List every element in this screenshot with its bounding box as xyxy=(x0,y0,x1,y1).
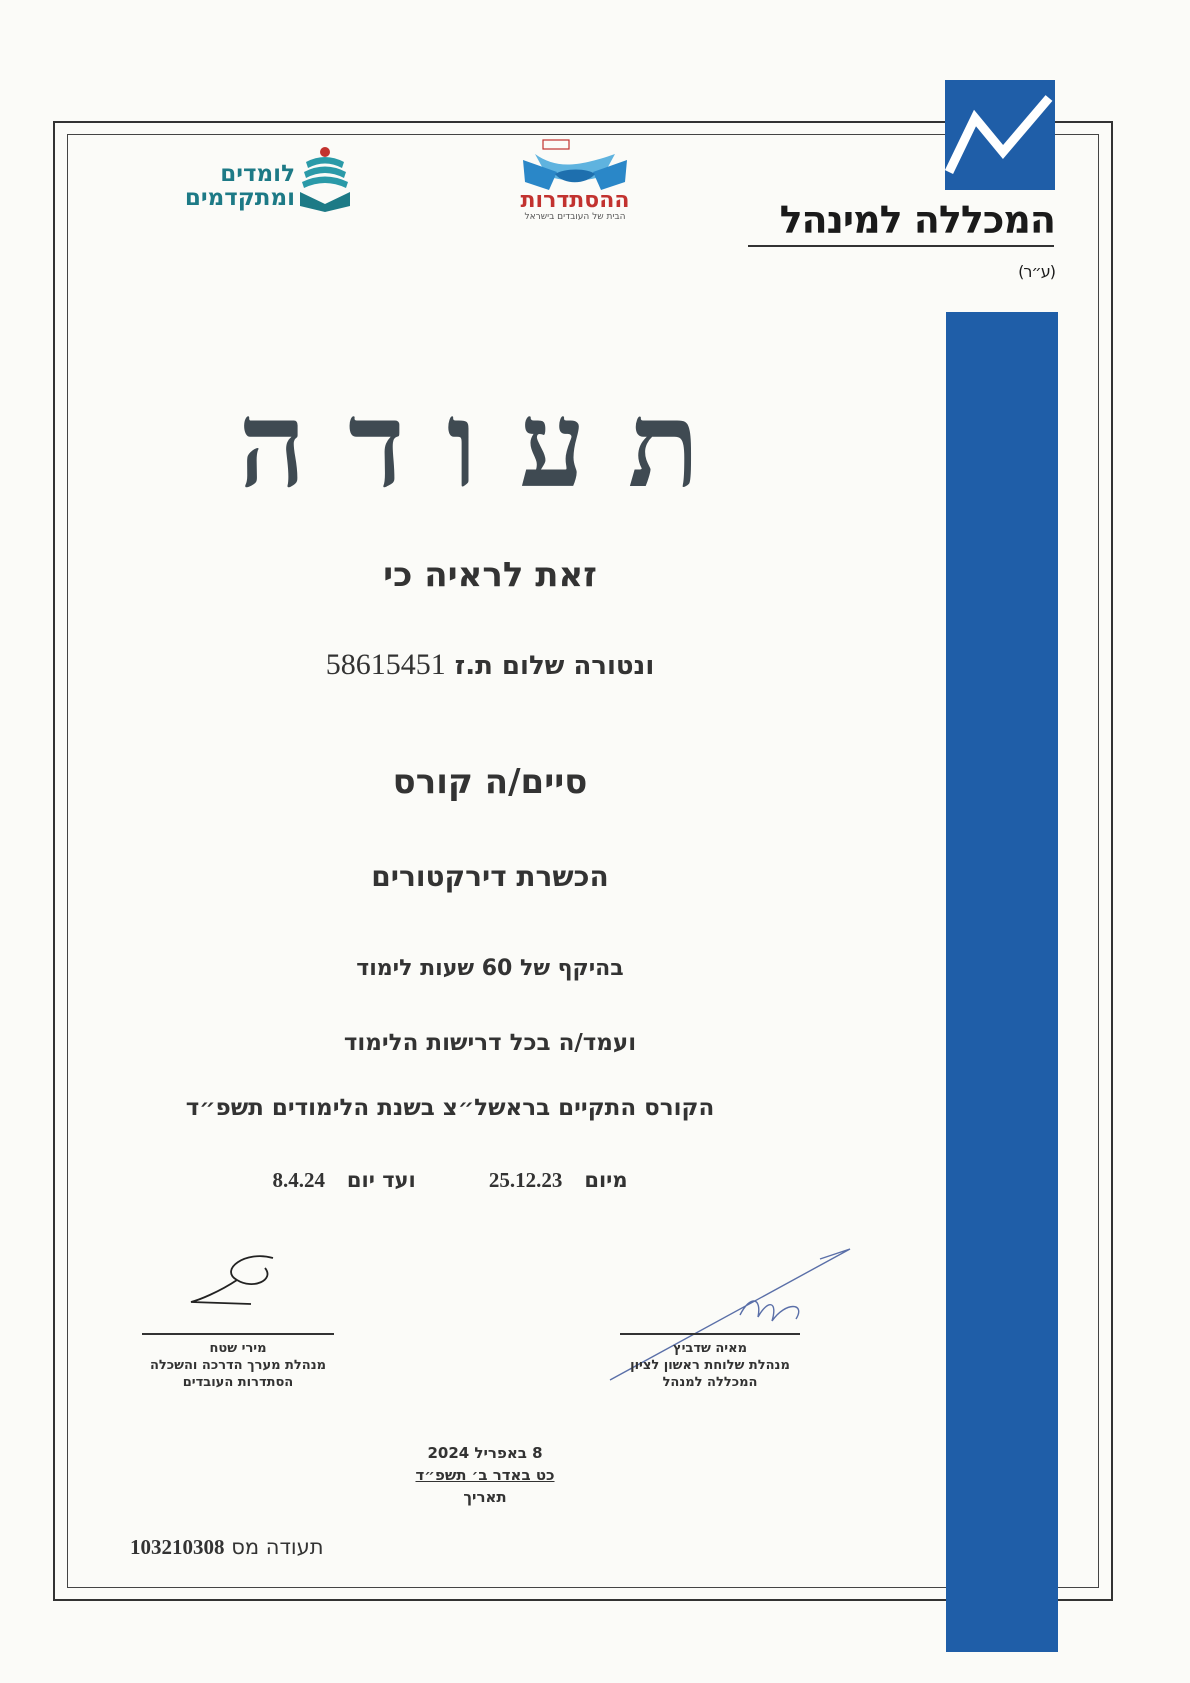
completed-line: סיים/ה קורס xyxy=(392,762,588,802)
lomdim-line-2: ומתקדמים xyxy=(184,185,295,211)
requirements-line: ועמד/ה בכל דרישות הלימוד xyxy=(343,1030,637,1056)
from-date: 25.12.23 xyxy=(488,1168,563,1192)
certificate-title: תעודה xyxy=(238,375,742,514)
decorative-blue-bar xyxy=(946,312,1058,1652)
right-signature-line xyxy=(620,1333,800,1335)
lomdim-logo-text xyxy=(130,162,295,210)
left-signatory-name: מירי שטח xyxy=(209,1341,267,1356)
histadrut-tagline: הבית של העובדים בישראל xyxy=(524,212,626,222)
certificate-number-label: תעודה מס xyxy=(231,1535,324,1559)
left-signatory-title-2: הסתדרות העובדים xyxy=(182,1375,294,1390)
to-date: 8.4.24 xyxy=(272,1168,325,1192)
college-name: המכללה למינהל xyxy=(779,198,1055,242)
location-line: הקורס התקיים בראשל״צ בשנת הלימודים תשפ״ד xyxy=(185,1095,715,1121)
college-logo-icon xyxy=(945,80,1055,190)
right-signatory-name: מאיה שדביץ xyxy=(672,1341,747,1356)
left-signatory xyxy=(110,1340,366,1391)
lomdim-line-1: לומדים xyxy=(220,161,295,187)
date-label: תאריך xyxy=(463,1488,507,1506)
certificate-number xyxy=(130,1535,430,1560)
recipient-name: ונטורה שלום xyxy=(501,651,655,681)
right-signatory xyxy=(600,1340,820,1391)
to-label: ועד יום xyxy=(346,1168,416,1192)
id-label: ת.ז xyxy=(454,651,493,681)
hebrew-date: כט באדר ב׳ תשפ״ד xyxy=(415,1466,555,1484)
brand-underline xyxy=(748,245,1054,247)
college-suffix: (ע״ר) xyxy=(1018,262,1055,281)
left-signature-icon xyxy=(185,1250,285,1310)
left-signature-line xyxy=(142,1333,334,1335)
issue-date-block xyxy=(360,1442,610,1508)
gregorian-date: 8 באפריל 2024 xyxy=(427,1444,543,1462)
hours-line: בהיקף של 60 שעות לימוד xyxy=(356,956,624,981)
left-signatory-title-1: מנהלת מערך הדרכה והשכלה xyxy=(149,1358,327,1373)
date-range-line xyxy=(0,1168,900,1193)
college-brand xyxy=(740,198,1055,286)
course-name: הכשרת דירקטורים xyxy=(371,860,609,893)
id-number: 58615451 xyxy=(325,648,446,681)
intro-line: זאת לראיה כי xyxy=(383,555,597,595)
right-signatory-title-1: מנהלת שלוחת ראשון לציון xyxy=(630,1358,790,1373)
from-label: מיום xyxy=(584,1168,628,1192)
right-signatory-title-2: המכללה למנהל xyxy=(662,1375,758,1390)
recipient-line xyxy=(40,648,940,682)
histadrut-name: ההסתדרות xyxy=(520,188,630,213)
certificate-number-value: 103210308 xyxy=(130,1535,225,1559)
lomdim-book-icon xyxy=(296,146,354,212)
